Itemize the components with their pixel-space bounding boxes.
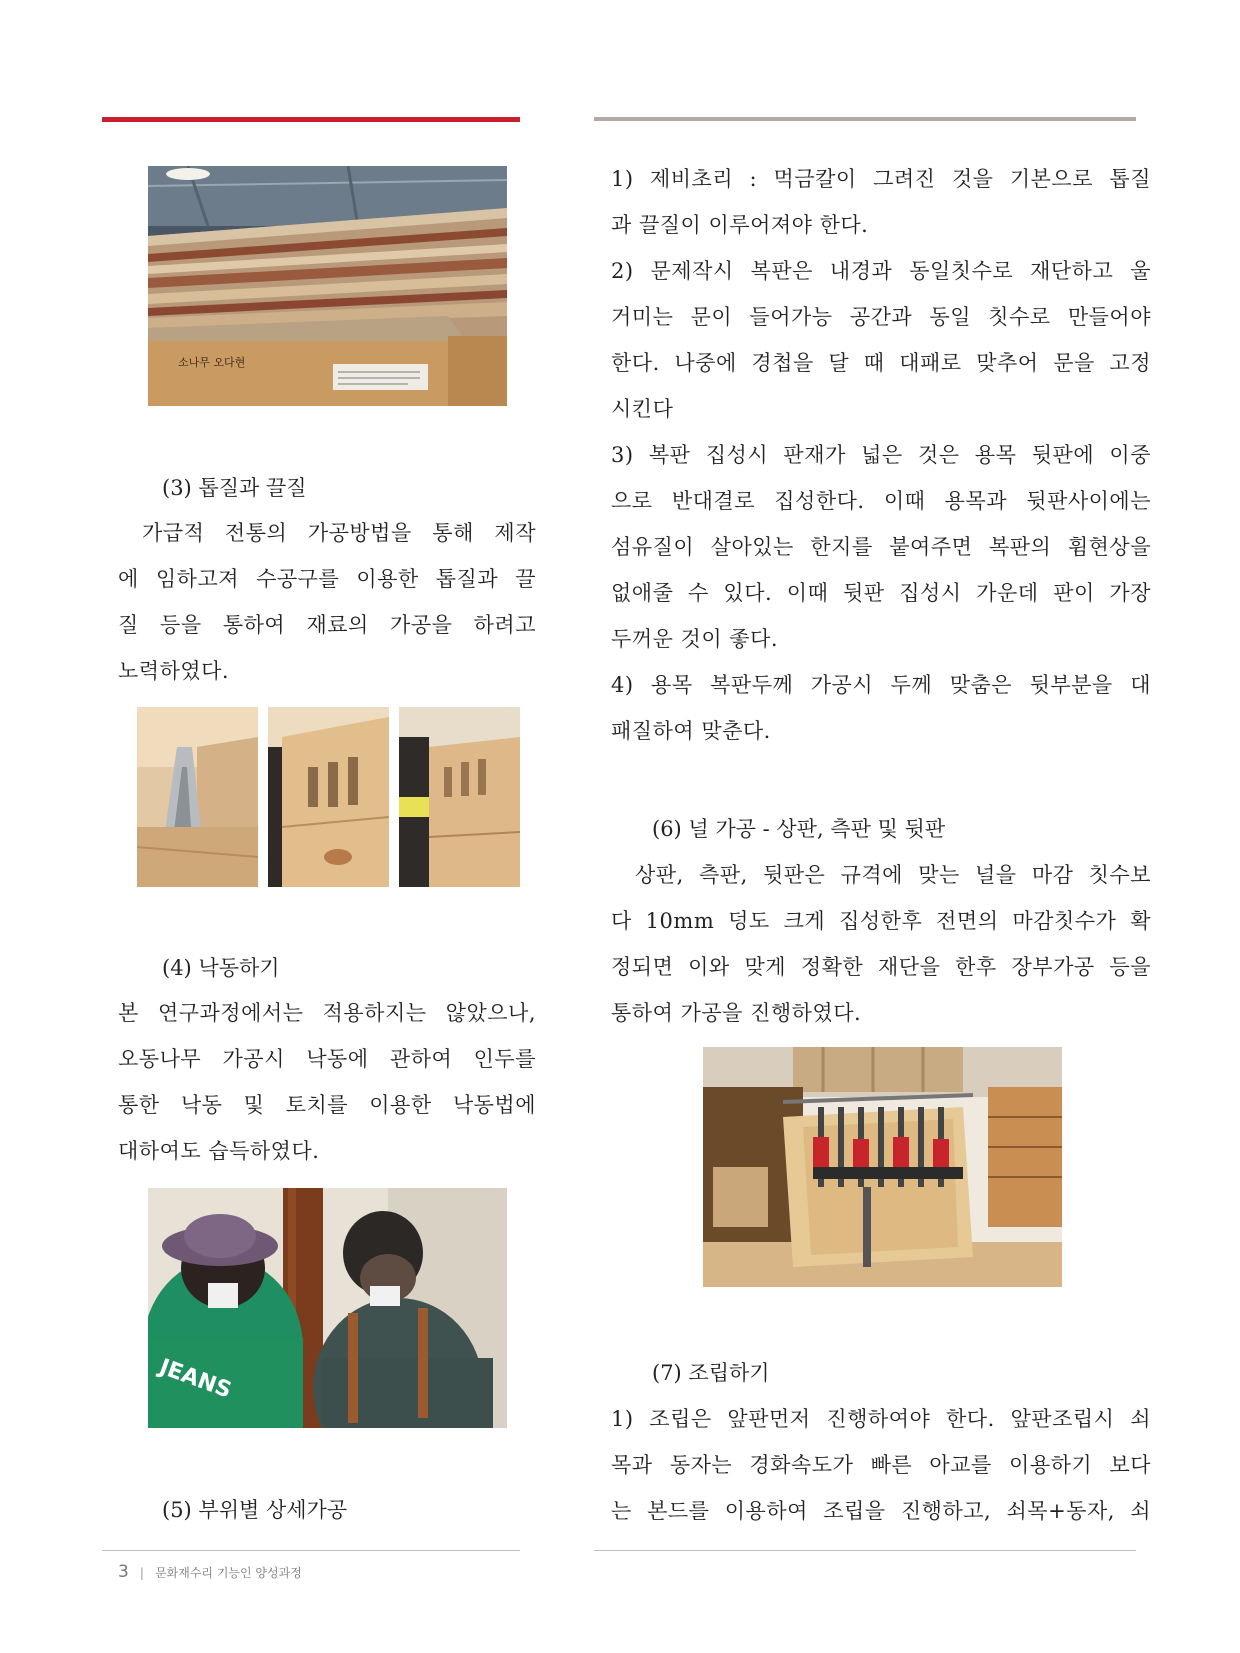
bottom-rule-left bbox=[102, 1550, 520, 1551]
top-rule-right bbox=[594, 117, 1136, 121]
photo-craftsmen-working bbox=[148, 1188, 507, 1428]
paragraph-line: 오동나무 가공시 낙동에 관하여 인두를 bbox=[118, 1047, 536, 1071]
paragraph-line: 1) 제비초리 : 먹금칼이 그려진 것을 기본으로 톱질 bbox=[611, 167, 1151, 191]
paragraph-line: 다 10mm 덩도 크게 집성한후 전면의 마감칫수가 확 bbox=[611, 909, 1151, 933]
photo-clamped-boards bbox=[703, 1047, 1062, 1287]
paragraph-line: 거미는 문이 들어가능 공간과 동일 칫수로 만들어야 bbox=[611, 305, 1151, 329]
paragraph-line: 는 본드를 이용하여 조립을 진행하고, 쇠목+동자, 쇠 bbox=[611, 1499, 1151, 1523]
bottom-rule-right bbox=[594, 1550, 1136, 1551]
paragraph-line: 목과 동자는 경화속도가 빠른 아교를 이용하기 보다 bbox=[611, 1453, 1151, 1477]
paragraph-line: 없애줄 수 있다. 이때 뒷판 집성시 가운데 판이 가장 bbox=[611, 581, 1151, 605]
paragraph-line: 2) 문제작시 복판은 내경과 동일칫수로 재단하고 울 bbox=[611, 259, 1151, 283]
paragraph-line: 통하여 가공을 진행하였다. bbox=[611, 1001, 862, 1025]
page-number: 3 bbox=[118, 1562, 129, 1582]
photo-handwritten-label: 소나무 오다현 bbox=[178, 356, 246, 369]
paragraph-line: 대하여도 습득하였다. bbox=[118, 1139, 320, 1163]
photo-stacked-boards bbox=[148, 166, 507, 406]
paragraph-line: 본 연구과정에서는 적용하지는 않았으나, bbox=[118, 1001, 536, 1025]
paragraph-line: 가급적 전통의 가공방법을 통해 제작 bbox=[142, 521, 536, 545]
paragraph-line: 패질하여 맞춘다. bbox=[611, 719, 771, 743]
photo-saw-cutting bbox=[137, 707, 258, 887]
paragraph-line: 두꺼운 것이 좋다. bbox=[611, 627, 779, 651]
paragraph-line: 과 끌질이 이루어져야 한다. bbox=[611, 213, 869, 237]
paragraph-line: 에 임하고져 수공구를 이용한 톱질과 끌 bbox=[118, 567, 536, 591]
paragraph-line: 4) 용목 복판두께 가공시 두께 맞춤은 뒷부분을 대 bbox=[611, 673, 1151, 697]
heading-nakdong: (4) 낙동하기 bbox=[162, 956, 280, 980]
paragraph-detailed-processing bbox=[611, 156, 1151, 754]
paragraph-nakdong bbox=[118, 990, 536, 1174]
paragraph-line: 섬유질이 살아있는 한지를 붙여주면 복판의 휨현상을 bbox=[611, 535, 1151, 559]
page-footer bbox=[118, 1562, 302, 1582]
paragraph-sawing-chiseling bbox=[118, 510, 536, 694]
photo-joint-detail bbox=[399, 707, 520, 887]
paragraph-line: 정되면 이와 맞게 정확한 재단을 한후 장부가공 등을 bbox=[611, 955, 1151, 979]
paragraph-line: 상판, 측판, 뒷판은 규격에 맞는 널을 마감 칫수보 bbox=[635, 863, 1151, 887]
paragraph-line: 1) 조립은 앞판먼저 진행하여야 한다. 앞판조립시 쇠 bbox=[611, 1407, 1151, 1431]
paragraph-board-processing bbox=[611, 852, 1151, 1036]
photo-chiseled-joints bbox=[268, 707, 389, 887]
jacket-print-text: JEANS bbox=[156, 1354, 235, 1404]
paragraph-line: 으로 반대결로 집성한다. 이때 용목과 뒷판사이에는 bbox=[611, 489, 1151, 513]
paragraph-line: 시킨다 bbox=[611, 397, 674, 421]
heading-sawing-chiseling: (3) 톱질과 끌질 bbox=[162, 476, 307, 500]
paragraph-line: 질 등을 통하여 재료의 가공을 하려고 bbox=[118, 613, 536, 637]
heading-assembly: (7) 조립하기 bbox=[652, 1361, 770, 1385]
footer-title: 문화재수리 기능인 양성과정 bbox=[155, 1566, 302, 1580]
heading-board-processing: (6) 널 가공 - 상판, 측판 및 뒷판 bbox=[652, 817, 946, 841]
paragraph-line: 노력하였다. bbox=[118, 659, 230, 683]
footer-separator: | bbox=[139, 1566, 144, 1580]
paragraph-line: 3) 복판 집성시 판재가 넓은 것은 용목 뒷판에 이중 bbox=[611, 443, 1151, 467]
paragraph-line: 통한 낙동 및 토치를 이용한 낙동법에 bbox=[118, 1093, 536, 1117]
paragraph-assembly bbox=[611, 1396, 1151, 1534]
paragraph-line: 한다. 나중에 경첩을 달 때 대패로 맞추어 문을 고정 bbox=[611, 351, 1151, 375]
top-rule-left bbox=[102, 117, 520, 122]
heading-detailed-processing: (5) 부위별 상세가공 bbox=[162, 1498, 348, 1522]
